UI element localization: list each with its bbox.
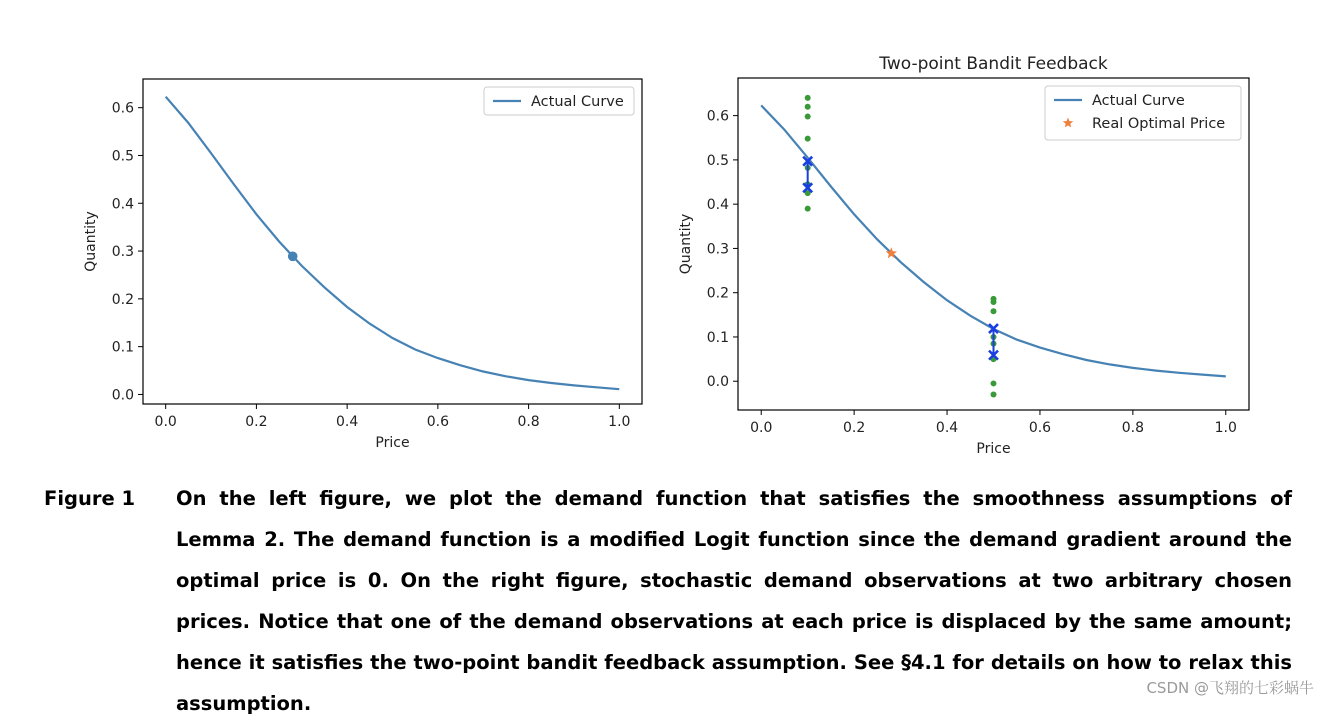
chart-title: Two-point Bandit Feedback — [879, 54, 1108, 74]
watermark: CSDN @飞翔的七彩蜗牛 — [1146, 679, 1314, 697]
legend-label: Real Optimal Price — [1092, 116, 1226, 132]
observation-point — [805, 136, 811, 142]
x-tick-label: 0.4 — [336, 414, 359, 430]
y-axis-label: Quantity — [678, 213, 694, 275]
observation-point — [805, 206, 811, 212]
y-tick-label: 0.6 — [706, 108, 729, 125]
legend-label: Actual Curve — [1092, 93, 1185, 109]
y-tick-label: 0.3 — [111, 244, 134, 261]
observation-point — [991, 392, 997, 398]
chart-1 — [83, 79, 642, 451]
y-tick-label: 0.5 — [111, 148, 134, 165]
y-tick-label: 0.2 — [111, 291, 134, 308]
y-tick-label: 0.5 — [706, 152, 729, 169]
x-axis-label: Price — [375, 435, 410, 451]
y-tick-label: 0.3 — [706, 241, 729, 258]
x-axis-label: Price — [976, 441, 1011, 457]
series-line — [166, 97, 620, 390]
caption-text: On the left figure, we plot the demand function that satisfies the smoothness assumptions of Lemma 2. The demand function is a modified Logit function since the demand gradient around the optimal price is 0. On the right figure, stochastic demand observations at two arbitrary chosen prices. Notice that one of the demand observations at each price is displaced by the same amount; hence it satisfies the two-point bandit feedback assumption. See §4.1 for details on how to relax this assumption. — [176, 487, 1292, 715]
x-tick-label: 0.8 — [517, 414, 540, 430]
observation-point — [805, 104, 811, 110]
observation-point — [991, 308, 997, 314]
x-tick-label: 0.6 — [1028, 420, 1052, 436]
legend-label: Actual Curve — [531, 94, 624, 110]
y-tick-label: 0.0 — [706, 374, 729, 391]
x-tick-label: 0.0 — [154, 414, 177, 430]
x-tick-label: 1.0 — [1214, 420, 1237, 436]
y-tick-label: 0.4 — [706, 197, 729, 214]
y-tick-label: 0.1 — [111, 339, 134, 356]
caption-label: Figure 1 — [44, 487, 136, 510]
x-tick-label: 0.2 — [245, 414, 268, 430]
x-tick-label: 1.0 — [608, 414, 631, 430]
y-tick-label: 0.2 — [706, 285, 729, 302]
y-tick-label: 0.4 — [111, 196, 134, 213]
y-axis-label: Quantity — [83, 211, 99, 272]
x-tick-label: 0.6 — [426, 414, 449, 430]
x-tick-label: 0.2 — [843, 420, 866, 436]
y-tick-label: 0.6 — [111, 100, 134, 117]
x-tick-label: 0.4 — [935, 420, 959, 436]
observation-point — [805, 95, 811, 101]
plot-frame — [143, 79, 642, 404]
observation-point — [991, 299, 997, 305]
observation-point — [991, 380, 997, 386]
y-tick-label: 0.0 — [111, 387, 134, 404]
x-tick-label: 0.8 — [1121, 420, 1144, 436]
chart-2 — [678, 54, 1249, 457]
x-tick-label: 0.0 — [750, 420, 773, 436]
observation-point — [805, 114, 811, 120]
y-tick-label: 0.1 — [706, 329, 729, 346]
data-point — [288, 252, 298, 262]
